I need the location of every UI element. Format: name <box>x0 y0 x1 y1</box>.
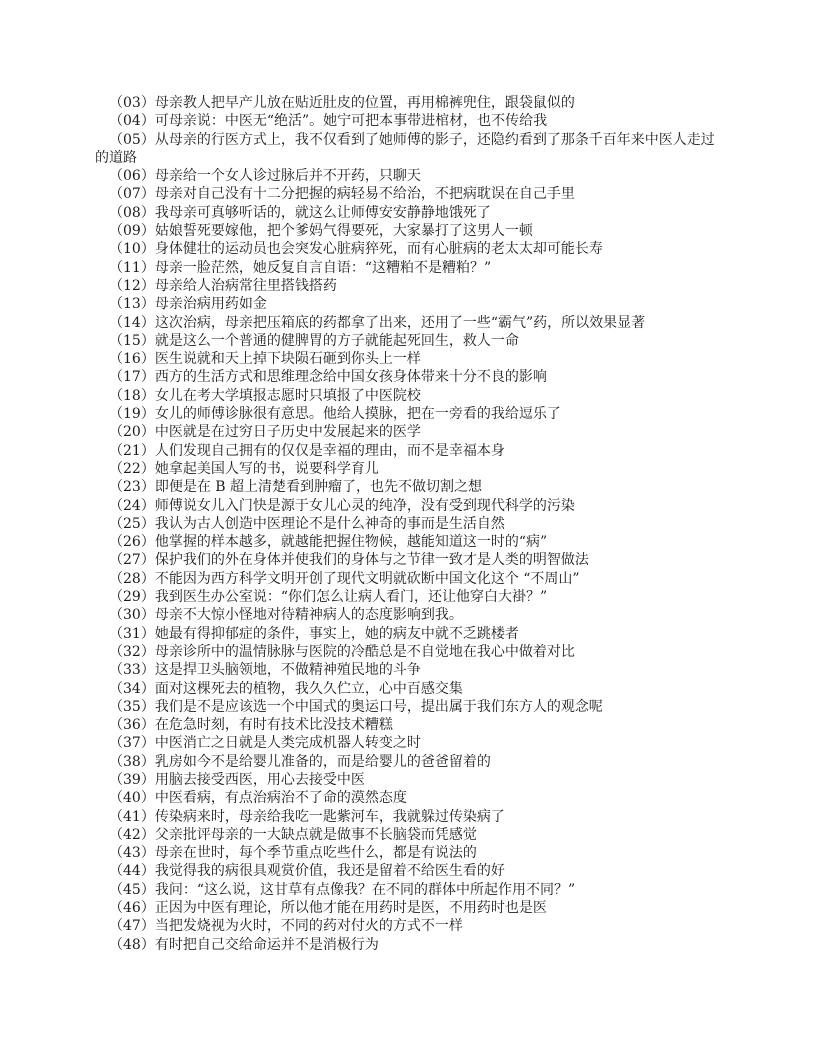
numbered-line: （34）面对这棵死去的植物，我久久伫立，心中百感交集 <box>109 680 463 697</box>
numbered-line: （46）正因为中医有理论，所以他才能在用药时是医，不用药时也是医 <box>109 900 547 917</box>
numbered-line: （12）母亲给人治病常往里搭钱搭药 <box>109 277 337 294</box>
numbered-line: （10）身体健壮的运动员也会突发心脏病猝死，而有心脏病的老太太却可能长寿 <box>109 241 603 258</box>
numbered-line: （29）我到医生办公室说：“你们怎么让病人看门，还让他穿白大褂？” <box>109 589 548 606</box>
numbered-line: （43）母亲在世时，每个季节重点吃些什么，都是有说法的 <box>109 845 477 862</box>
numbered-line: （27）保护我们的外在身体并使我们的身体与之节律一致才是人类的明智做法 <box>109 552 589 569</box>
numbered-line: （23）即便是在 B 超上清楚看到肿瘤了，也先不做切割之想 <box>109 479 483 496</box>
numbered-line: （33）这是捍卫头脑领地，不做精神殖民地的斗争 <box>109 662 421 679</box>
numbered-line: （25）我认为古人创造中医理论不是什么神奇的事而是生活自然 <box>109 515 505 532</box>
numbered-line: （36）在危急时刻，有时有技术比没技术糟糕 <box>109 717 393 734</box>
numbered-line: （32）母亲诊所中的温情脉脉与医院的冷酷总是不自觉地在我心中做着对比 <box>109 643 575 660</box>
numbered-line: （31）她最有得抑郁症的条件，事实上，她的病友中就不乏跳楼者 <box>109 625 519 642</box>
numbered-line: （37）中医消亡之日就是人类完成机器人转变之时 <box>109 735 421 752</box>
numbered-line: （07）母亲对自己没有十二分把握的病轻易不给治，不把病耽误在自己手里 <box>109 186 575 203</box>
numbered-line: （40）中医看病，有点治病治不了命的漠然态度 <box>109 790 407 807</box>
numbered-line: （42）父亲批评母亲的一大缺点就是做事不长脑袋而凭感觉 <box>109 826 477 843</box>
numbered-line: （41）传染病来时，母亲给我吃一匙紫河车，我就躲过传染病了 <box>109 808 505 825</box>
numbered-line: （15）就是这么一个普通的健脾胃的方子就能起死回生，救人一命 <box>109 332 519 349</box>
numbered-line: （14）这次治病，母亲把压箱底的药都拿了出来，还用了一些“霸气”药，所以效果显著 <box>109 314 646 331</box>
numbered-line: （06）母亲给一个女人诊过脉后并不开药，只聊天 <box>109 168 421 185</box>
numbered-line: （21）人们发现自己拥有的仅仅是幸福的理由，而不是幸福本身 <box>109 442 505 459</box>
numbered-line: （03）母亲教人把早产儿放在贴近肚皮的位置，再用棉裤兜住，跟袋鼠似的 <box>109 95 575 111</box>
numbered-line: （11）母亲一脸茫然，她反复自言自语：“这糟粕不是糟粕？” <box>109 259 492 276</box>
numbered-line: （13）母亲治病用药如金 <box>109 296 267 313</box>
numbered-line: （38）乳房如今不是给婴儿准备的，而是给婴儿的爸爸留着的 <box>109 753 491 770</box>
numbered-line: （48）有时把自己交给命运并不是消极行为 <box>109 936 379 953</box>
numbered-line: （26）他掌握的样本越多，就越能把握住物候，越能知道这一时的“病” <box>109 534 548 551</box>
numbered-line: （45）我问：“这么说，这甘草有点像我？在不同的群体中所起作用不同？” <box>109 881 576 898</box>
numbered-line: （18）女儿在考大学填报志愿时只填报了中医院校 <box>109 387 421 404</box>
numbered-statement-list <box>95 94 728 954</box>
numbered-line: （22）她拿起美国人写的书，说要科学育儿 <box>109 460 379 477</box>
numbered-line: （28）不能因为西方科学文明开创了现代文明就砍断中国文化这个 “不周山” <box>109 570 580 587</box>
numbered-line: （35）我们是不是应该选一个中国式的奥运口号，提出属于我们东方人的观念呢 <box>109 698 603 715</box>
numbered-line: （47）当把发烧视为火时，不同的药对付火的方式不一样 <box>109 918 463 935</box>
numbered-line: （17）西方的生活方式和思维理念给中国女孩身体带来十分不良的影响 <box>109 369 547 386</box>
numbered-line: （39）用脑去接受西医，用心去接受中医 <box>109 771 365 788</box>
numbered-line: （20）中医就是在过穷日子历史中发展起来的医学 <box>109 424 421 441</box>
numbered-line: （09）姑娘誓死要嫁他，把个爹妈气得要死，大家暴打了这男人一顿 <box>109 223 533 240</box>
numbered-line: （19）女儿的师傅诊脉很有意思。他给人摸脉，把在一旁看的我给逗乐了 <box>109 406 561 423</box>
numbered-line: （16）医生说就和天上掉下块陨石砸到你头上一样 <box>109 351 421 368</box>
numbered-line: （05）从母亲的行医方式上，我不仅看到了她师傅的影子，还隐约看到了那条千百年来中医人走过的道路 <box>95 131 715 166</box>
numbered-line: （08）我母亲可真够听话的，就这么让师傅安安静静地饿死了 <box>109 204 491 221</box>
numbered-line: （30）母亲不大惊小怪地对待精神病人的态度影响到我。 <box>109 607 463 624</box>
numbered-line: （44）我觉得我的病很具观赏价值，我还是留着不给医生看的好 <box>109 863 505 880</box>
numbered-line: （24）师傅说女儿入门快是源于女儿心灵的纯净，没有受到现代科学的污染 <box>109 497 575 514</box>
numbered-line: （04）可母亲说：中医无“绝活”。她宁可把本事带进棺材，也不传给我 <box>109 113 548 130</box>
